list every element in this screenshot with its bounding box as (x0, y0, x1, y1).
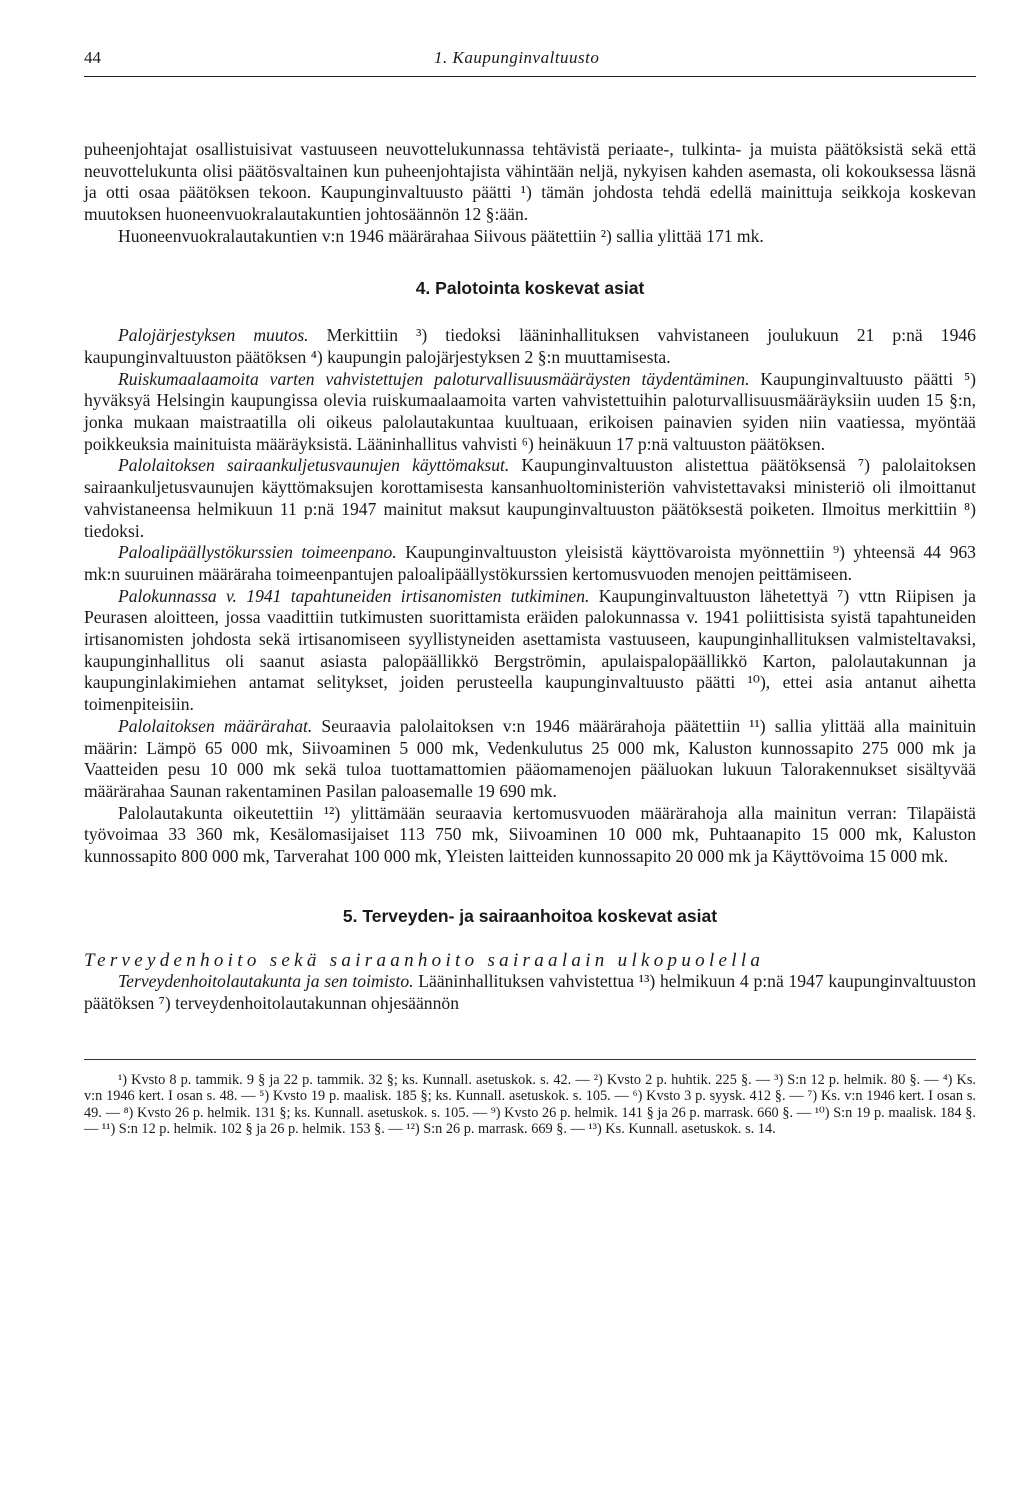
item-title: Palojärjestyksen muutos. (118, 325, 309, 346)
item-text: Kaupunginvaltuusto päätti ⁵) hyväksyä Helsingin kaupungissa olevia ruiskumaalaamoita varten vahvistettuihin paloturvallisuusmääräyksiin uuden 15 §:n, jonka mukaan maistraatilla oli oikeus palolautakuntaa kuultuaan, erikoisen painavien syiden niin vaatiessa, myöntää poikkeuksia mainituista määräyksistä. Lääninhallitus vahvisti ⁶) heinäkuun 17 p:nä valtuuston päätöksen. (84, 368, 976, 454)
item-title: Ruiskumaalaamoita varten vahvistettujen paloturvallisuusmääräysten täydentäminen. (118, 368, 750, 389)
item-text: Seuraavia palolaitoksen v:n 1946 määrärahoja päätettiin ¹¹) sallia ylittää alla mainituin määrin: Lämpö 65 000 mk, Siivoaminen 5 000 mk, Vedenkulutus 25 000 mk, Kaluston kunnossapito 275 000 mk ja Vaatteiden pesu 10 000 mk sekä tuloa tuottamattomien pääomamenojen pääluokan lukuun Talorakennukset sisältyvää määrärahaa Saunan rakentaminen Pasilan paloasemalle 19 690 mk. (84, 715, 976, 801)
item-paragraph (84, 369, 976, 456)
item-title: Paloalipäällystökurssien toimeenpano. (118, 542, 397, 563)
section-heading-5: 5. Terveyden- ja sairaanhoitoa koskevat asiat (342, 905, 718, 926)
item-text: Kaupunginvaltuuston yleisistä käyttövaroista myönnettiin ⁹) yhteensä 44 963 mk:n suuruinen määräraha toimeenpantujen paloalipäällystökurssien kertomusvuoden menojen peittämiseen. (84, 542, 976, 584)
item-text: Merkittiin ³) tiedoksi lääninhallituksen vahvistaneen joulukuun 21 p:nä 1946 kaupunginvaltuuston päätöksen ⁴) kaupungin palojärjestyksen 2 §:n muuttamisesta. (84, 325, 976, 367)
document-page (84, 42, 976, 1138)
item-paragraph (84, 586, 976, 716)
item-title: Palokunnassa v. 1941 tapahtuneiden irtisanomisten tutkiminen. (118, 585, 590, 606)
subsection-heading: Terveydenhoito sekä sairaanhoito sairaalain ulkopuolella (84, 949, 765, 971)
section-heading-4: 4. Palotointa koskevat asiat (415, 277, 645, 298)
page-header (84, 42, 976, 77)
item-paragraph (84, 455, 976, 542)
item-paragraph (84, 716, 976, 803)
page-number: 44 (84, 48, 101, 67)
body-text (84, 139, 976, 1015)
item-title: Palolaitoksen määrärahat. (118, 715, 313, 736)
item-title: Terveydenhoitolautakunta ja sen toimisto. (118, 971, 414, 992)
intro-paragraph: puheenjohtajat osallistuisivat vastuuseen neuvottelukunnassa tehtävistä periaate-, tulkinta- ja muista päätöksistä sekä että neuvottelukunta olisi päätösvaltainen kun puheenjohtajista vähintään neljä, nykyisen kahden asemasta, oli kokouksessa läsnä ja otti osaa päätöksen tekoon. Kaupunginvaltuusto päätti ¹) tämän johdosta tehdä edellä mainittuja seikkoja koskevan muutoksen huoneenvuokralautakuntien johtosäännön 12 §:ään. (84, 139, 976, 225)
item-paragraph (84, 325, 976, 368)
intro-paragraph-2: Huoneenvuokralautakuntien v:n 1946 määrärahaa Siivous päätettiin ²) sallia ylittää 171 mk. (118, 225, 764, 246)
running-title: 1. Kaupunginvaltuusto (434, 48, 600, 67)
footnotes (84, 1059, 976, 1138)
item-text: Lääninhallituksen vahvistettua ¹³) helmikuun 4 p:nä 1947 kaupunginvaltuuston päätöksen ⁷) terveydenhoitolautakunnan ohjesäännön (84, 971, 976, 1013)
closing-paragraph: Palolautakunta oikeutettiin ¹²) ylittämään seuraavia kertomusvuoden määrärahoja alla mainitun verran: Tilapäistä työvoimaa 33 360 mk, Kesälomasijaiset 113 750 mk, Siivoaminen 10 000 mk, Puhtaanapito 15 000 mk, Kaluston kunnossapito 800 000 mk, Tarverahat 100 000 mk, Yleisten laitteiden kunnossapito 20 000 mk ja Käyttövoima 15 000 mk. (84, 802, 976, 867)
item-paragraph (84, 971, 976, 1014)
item-text: Kaupunginvaltuuston alistettua päätöksensä ⁷) palolaitoksen sairaankuljetusvaunujen käyttömaksujen korottamisesta kansanhuoltoministeriön vahvistettavaksi ministeriö oli ilmoittanut vahvistaneensa helmikuun 11 p:nä 1947 mainitut maksut kaupunginvaltuuston päätöksestä poiketen. Ilmoitus merkittiin ⁸) tiedoksi. (84, 455, 976, 541)
item-paragraph (84, 542, 976, 585)
item-text: Kaupunginvaltuuston lähetettyä ⁷) vttn Riipisen ja Peurasen aloitteen, jossa vaadittiin tutkimusten suorittamista eräiden palokunnassa v. 1941 poliittisista syistä tapahtuneiden irtisanomisten johdosta sekä irtisanomiseen syyllistyneiden asettamista vastuuseen, kaupunginhallituksen valmisteltavaksi, kaupunginhallitus oli saanut asiasta palopäällikkö Bergströmin, apulaispalopäällikkö Karton, palolautakunnan ja kaupunginlakimiehen antamat selitykset, joiden perusteella kaupunginvaltuusto päätti ¹⁰), ettei asia antanut aihetta toimenpiteisiin. (84, 585, 976, 715)
footnote-text: ¹) Kvsto 8 p. tammik. 9 § ja 22 p. tammik. 32 §; ks. Kunnall. asetuskok. s. 42. — ²) Kvsto 2 p. huhtik. 225 §. — ³) S:n 12 p. helmik. 80 §. — ⁴) Ks. v:n 1946 kert. I osan s. 48. — ⁵) Kvsto 19 p. maalisk. 185 §; ks. Kunnall. asetuskok. s. 105. — ⁶) Kvsto 3 p. syysk. 412 §. — ⁷) Ks. v:n 1946 kert. I osan s. 49. — ⁸) Kvsto 26 p. helmik. 131 §; ks. Kunnall. asetuskok. s. 105. — ⁹) Kvsto 26 p. helmik. 141 § ja 26 p. marrask. 660 §. — ¹⁰) S:n 19 p. maalisk. 184 §. — ¹¹) S:n 12 p. helmik. 102 § ja 26 p. helmik. 153 §. — ¹²) S:n 26 p. marrask. 669 §. — ¹³) Ks. Kunnall. asetuskok. s. 14. (84, 1071, 976, 1138)
item-title: Palolaitoksen sairaankuljetusvaunujen käyttömaksut. (118, 455, 510, 476)
